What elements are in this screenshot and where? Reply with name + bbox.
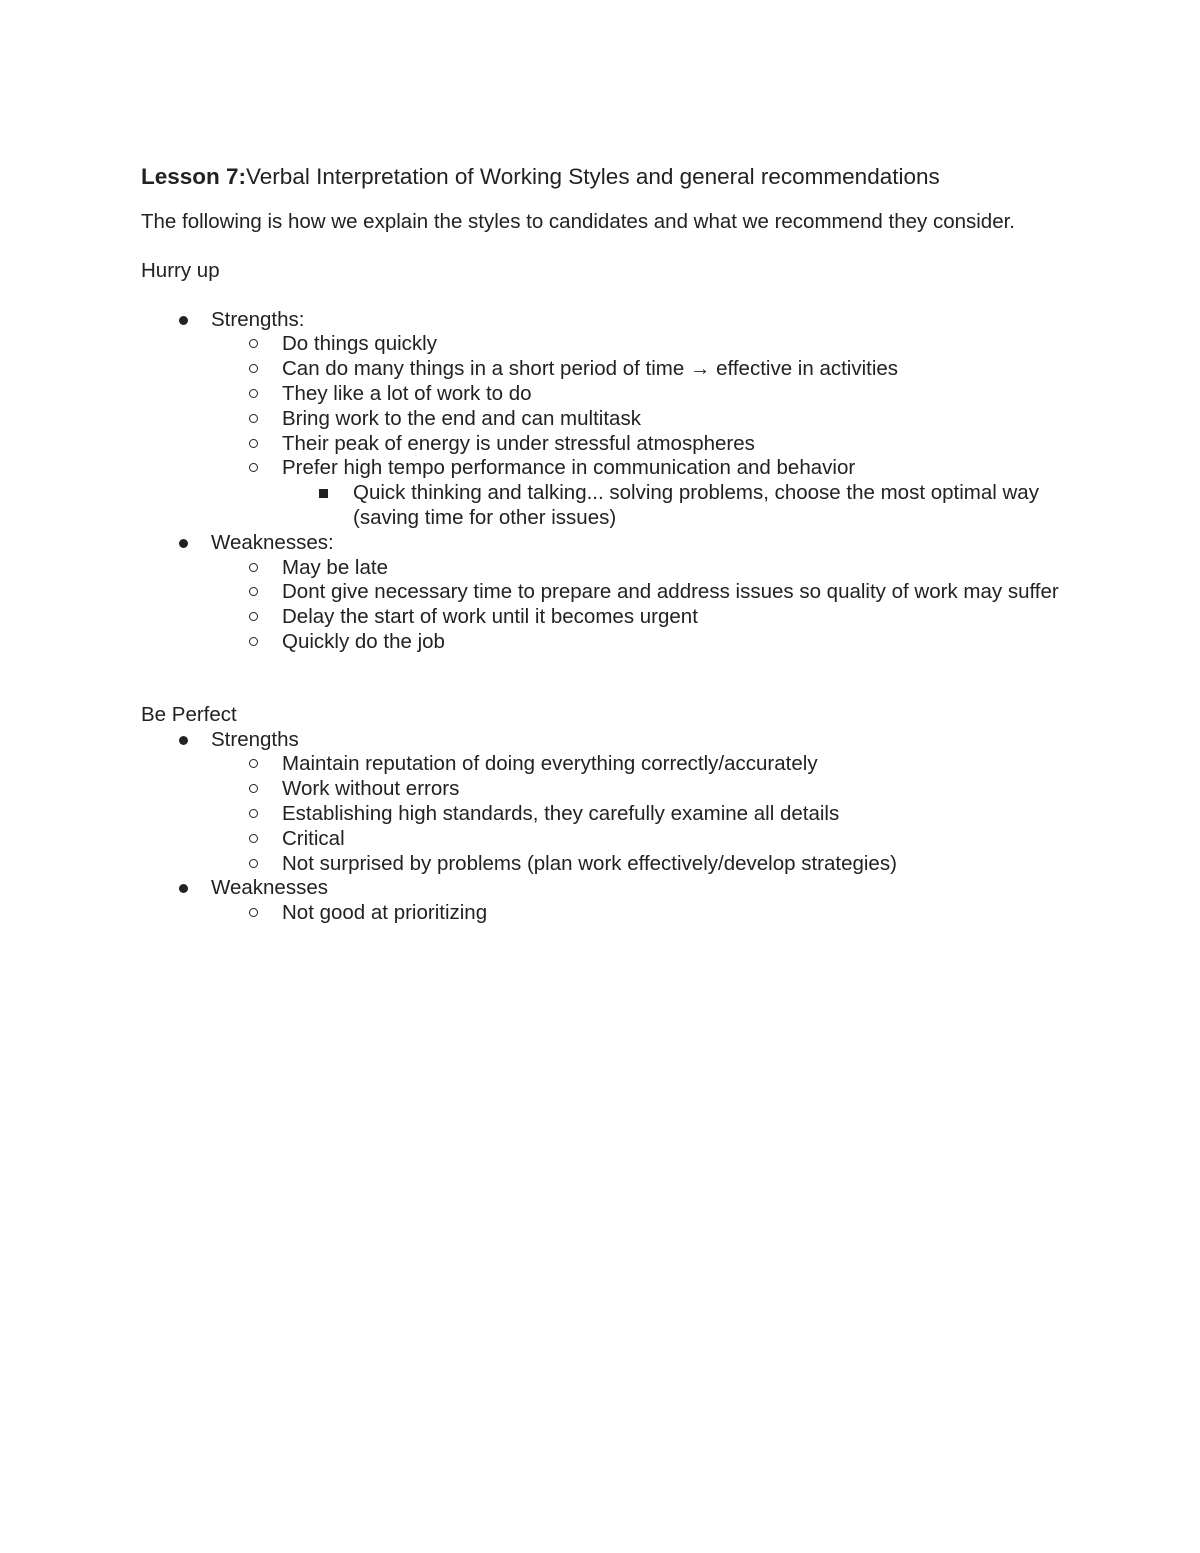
bullet-circle-icon [249, 637, 258, 646]
bullet-circle-icon [249, 439, 258, 448]
lesson-title [141, 162, 1061, 192]
bullet-square-icon [319, 489, 328, 498]
bullet-circle-icon [249, 563, 258, 572]
bullet-circle-icon [249, 784, 258, 793]
list-item [141, 357, 1061, 382]
list-item-text: Work without errors [282, 777, 460, 801]
bullet-circle-icon [249, 759, 258, 768]
list-item [141, 777, 1061, 802]
list-item-text: Critical [282, 826, 345, 850]
hurry-up-list [141, 308, 1061, 333]
list-item-text: Not good at prioritizing [282, 901, 488, 925]
list-item-text: They like a lot of work to do [282, 381, 532, 405]
bullet-circle-icon [249, 389, 258, 398]
list-item-text: Can do many things in a short period of time → effective in activities [282, 357, 899, 381]
bullet-circle-icon [249, 414, 258, 423]
bullet-circle-icon [249, 809, 258, 818]
hurry-up-strengths-list [141, 332, 1061, 481]
group-label-weaknesses: Weaknesses [211, 876, 328, 900]
list-item [141, 752, 1061, 777]
list-item [141, 876, 1061, 901]
intro-paragraph: The following is how we explain the styles to candidates and what we recommend they consider. [141, 210, 1016, 233]
list-item-text: Do things quickly [282, 332, 437, 356]
bullet-disc-icon [179, 736, 188, 745]
bullet-circle-icon [249, 834, 258, 843]
list-item-text: Quick thinking and talking... solving problems, choose the most optimal way (saving time for other issues) [353, 481, 1039, 529]
list-item [141, 901, 1061, 926]
list-item [141, 728, 1061, 753]
list-item [141, 308, 1061, 333]
list-item-text: Prefer high tempo performance in communication and behavior [282, 456, 856, 480]
list-item [141, 481, 1061, 531]
list-item [141, 332, 1061, 357]
list-item [141, 827, 1061, 852]
bullet-disc-icon [179, 539, 188, 548]
list-item [141, 852, 1061, 877]
list-item-text: Dont give necessary time to prepare and address issues so quality of work may suffer [282, 580, 1059, 604]
list-item-text: Their peak of energy is under stressful atmospheres [282, 431, 755, 455]
list-item [141, 456, 1061, 481]
be-perfect-weaknesses-list [141, 901, 1061, 926]
be-perfect-strengths-list [141, 752, 1061, 876]
hurry-up-sub-list [141, 481, 1061, 531]
hurry-up-weaknesses-list [141, 556, 1061, 655]
bullet-circle-icon [249, 587, 258, 596]
list-item-text: Bring work to the end and can multitask [282, 406, 641, 430]
hurry-up-weaknesses-group [141, 531, 1061, 556]
section-heading-hurry-up: Hurry up [141, 258, 220, 282]
list-item-text: Maintain reputation of doing everything correctly/accurately [282, 752, 818, 776]
bullet-disc-icon [179, 884, 188, 893]
list-item [141, 556, 1061, 581]
be-perfect-list [141, 728, 1061, 753]
bullet-circle-icon [249, 859, 258, 868]
bullet-disc-icon [179, 316, 188, 325]
list-item-text: Quickly do the job [282, 629, 445, 653]
list-item [141, 432, 1061, 457]
section-heading-be-perfect: Be Perfect [141, 702, 237, 726]
list-item-text: May be late [282, 555, 388, 579]
list-item [141, 630, 1061, 655]
bullet-circle-icon [249, 908, 258, 917]
lesson-title-number: Lesson 7: [141, 164, 247, 189]
list-item [141, 605, 1061, 630]
list-item-text: Delay the start of work until it becomes urgent [282, 605, 698, 629]
bullet-circle-icon [249, 339, 258, 348]
document-page [141, 162, 1061, 926]
list-item [141, 382, 1061, 407]
group-label-strengths: Strengths: [211, 307, 305, 331]
bullet-circle-icon [249, 612, 258, 621]
group-label-weaknesses: Weaknesses: [211, 530, 334, 554]
list-item [141, 407, 1061, 432]
be-perfect-weaknesses-group [141, 876, 1061, 901]
group-label-strengths: Strengths [211, 727, 299, 751]
list-item-text: Not surprised by problems (plan work effectively/develop strategies) [282, 851, 897, 875]
list-item-text: Establishing high standards, they carefully examine all details [282, 801, 840, 825]
lesson-title-text: Verbal Interpretation of Working Styles and general recommendations [246, 164, 940, 189]
bullet-circle-icon [249, 463, 258, 472]
list-item [141, 802, 1061, 827]
list-item [141, 531, 1061, 556]
bullet-circle-icon [249, 364, 258, 373]
list-item [141, 580, 1061, 605]
